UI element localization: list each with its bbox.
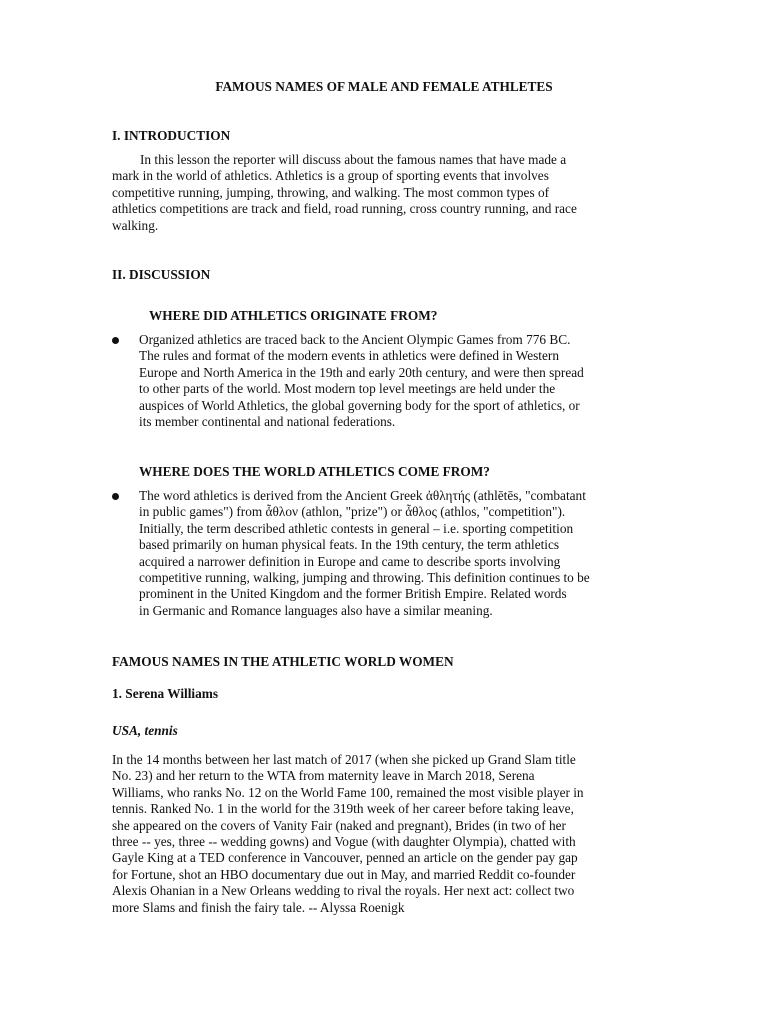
athlete-line: Williams, who ranks No. 12 on the World Fame 100, remained the most visible player in bbox=[112, 784, 584, 800]
word-line: in Germanic and Romance languages also have a similar meaning. bbox=[139, 602, 493, 618]
introduction-paragraph bbox=[112, 152, 577, 234]
athlete-line: three -- yes, three -- wedding gowns) and Vogue (with daughter Olympia), chatted with bbox=[112, 834, 576, 850]
intro-line: competitive running, jumping, throwing, and walking. The most common types of bbox=[112, 184, 550, 200]
introduction-heading: I. INTRODUCTION bbox=[112, 128, 231, 143]
athlete-line: for Fortune, shot an HBO documentary due out in May, and married Reddit co-founder bbox=[112, 866, 576, 882]
intro-line: athletics competitions are track and field, road running, cross country running, and race bbox=[112, 201, 577, 217]
word-line: competitive running, walking, jumping and throwing. This definition continues to be bbox=[139, 570, 590, 586]
origin-line: Europe and North America in the 19th and early 20th century, and were then spread bbox=[139, 364, 584, 380]
athlete-line: she appeared on the covers of Vanity Fair (naked and pregnant), Brides (in two of her bbox=[112, 817, 566, 833]
word-line: Initially, the term described athletic contests in general – i.e. sporting competition bbox=[139, 520, 574, 536]
origin-line: Organized athletics are traced back to the Ancient Olympic Games from 776 BC. bbox=[139, 332, 571, 347]
athlete-line: In the 14 months between her last match of 2017 (when she picked up Grand Slam title bbox=[112, 752, 576, 767]
athlete-name-heading: 1. Serena Williams bbox=[112, 686, 219, 701]
word-origin-paragraph bbox=[139, 488, 590, 619]
athlete-line: No. 23) and her return to the WTA from maternity leave in March 2018, Serena bbox=[112, 768, 535, 784]
word-line: based primarily on human physical feats. In the 19th century, the term athletics bbox=[139, 537, 560, 553]
bullet-icon bbox=[112, 493, 119, 500]
bullet-icon bbox=[112, 337, 119, 344]
origin-line: auspices of World Athletics, the global governing body for the sport of athletics, or bbox=[139, 397, 580, 413]
document-title: FAMOUS NAMES OF MALE AND FEMALE ATHLETES bbox=[215, 79, 553, 94]
word-line: prominent in the United Kingdom and the former British Empire. Related words bbox=[139, 586, 567, 602]
origin-line: to other parts of the world. Most modern top level meetings are held under the bbox=[139, 381, 556, 397]
athlete-paragraph bbox=[112, 752, 584, 916]
athlete-line: more Slams and finish the fairy tale. -- Alyssa Roenigk bbox=[112, 899, 405, 915]
athlete-line: Gayle King at a TED conference in Vancouver, penned an article on the gender pay gap bbox=[112, 850, 578, 866]
discussion-heading: II. DISCUSSION bbox=[112, 267, 211, 282]
word-line: in public games") from ἆθλον (athlon, "prize") or ἆθλος (athlos, "competition"). bbox=[139, 504, 566, 520]
word-line: acquired a narrower definition in Europe and came to describe sports involving bbox=[139, 553, 561, 569]
origin-line: The rules and format of the modern events in athletics were defined in Western bbox=[139, 348, 559, 364]
origin-question-heading: WHERE DID ATHLETICS ORIGINATE FROM? bbox=[149, 308, 438, 323]
intro-line: In this lesson the reporter will discuss about the famous names that have made a bbox=[140, 152, 567, 167]
famous-names-heading: FAMOUS NAMES IN THE ATHLETIC WORLD WOMEN bbox=[112, 654, 454, 669]
intro-line: mark in the world of athletics. Athletics is a group of sporting events that involves bbox=[112, 168, 549, 184]
intro-line: walking. bbox=[112, 217, 159, 233]
word-line: The word athletics is derived from the Ancient Greek ἀθλητής (athlētēs, "combatant bbox=[139, 488, 586, 503]
athlete-line: Alexis Ohanian in a New Orleans wedding to rival the royals. Her next act: collect two bbox=[112, 883, 575, 899]
athlete-country-sport: USA, tennis bbox=[112, 723, 178, 738]
word-origin-heading: WHERE DOES THE WORLD ATHLETICS COME FROM? bbox=[139, 464, 490, 479]
athlete-line: tennis. Ranked No. 1 in the world for the 319th week of her career before taking leave, bbox=[112, 801, 574, 817]
origin-line: its member continental and national federations. bbox=[139, 414, 396, 430]
origin-paragraph bbox=[139, 332, 584, 430]
